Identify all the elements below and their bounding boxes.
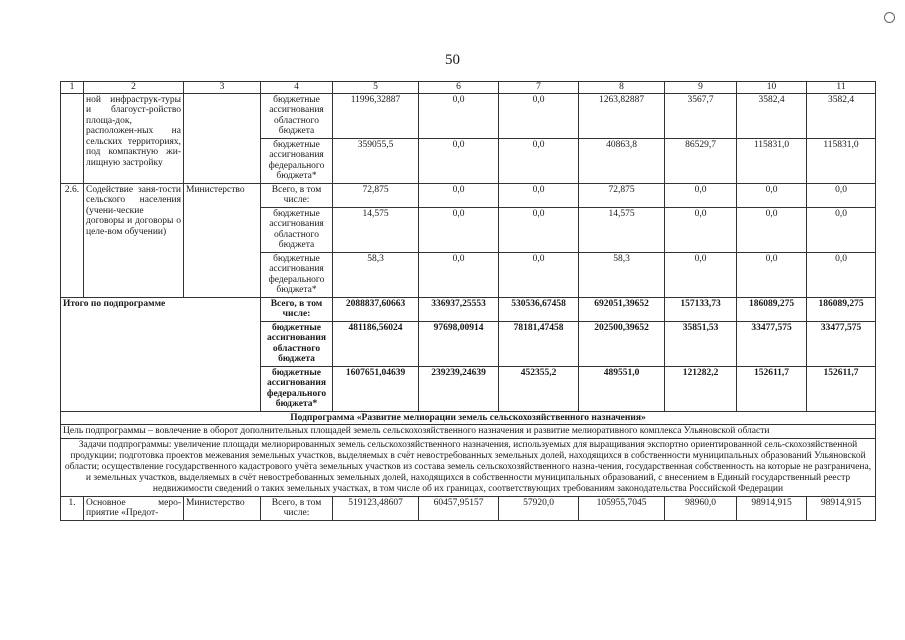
amount-cell: 3582,4 xyxy=(807,93,876,138)
subprogram-goal: Цель подпрограммы – вовлечение в оборот дополнительных площадей земель сельскохозяйственного назначения и развитие мелиоративного комплекса Ульяновской области xyxy=(61,425,876,439)
row-number: 2.6. xyxy=(61,183,84,297)
activity-name: Основное меро-приятие «Предот- xyxy=(84,496,184,520)
column-header: 2 xyxy=(84,82,184,94)
amount-cell: 0,0 xyxy=(665,183,737,207)
funding-source: бюджетные ассигнования федерального бюджета* xyxy=(261,252,333,297)
amount-cell: 0,0 xyxy=(737,207,807,252)
amount-cell: 98914,915 xyxy=(807,496,876,520)
activity-name: Содействие заня-тости сельского населения (учени-ческие договоры и договоры о целе-вом обучении) xyxy=(84,183,184,297)
amount-cell: 115831,0 xyxy=(737,138,807,183)
amount-cell: 481186,56024 xyxy=(333,321,419,366)
funding-source: бюджетные ассигнования областного бюджета xyxy=(261,93,333,138)
total-label: Итого по подпрограмме xyxy=(61,297,261,411)
amount-cell: 1607651,04639 xyxy=(333,366,419,411)
amount-cell: 0,0 xyxy=(807,207,876,252)
amount-cell: 202500,39652 xyxy=(579,321,665,366)
amount-cell: 0,0 xyxy=(419,138,499,183)
header-row xyxy=(61,82,876,94)
subprogram-tasks: Задачи подпрограммы: увеличение площади мелиорированных земель сельскохозяйственного назначения, используемых для выращивания экспортно ориентированной сель-скохозяйственной продукции; подготовка проектов межевания земельных участков, выделяемых в счёт невостребованных земельных долей, находящихся в собственности муниципальных образований Ульяновской области; осуществление государственного кадастрового учёта земельных участков из состава земель сельскохозяйственного назна-чения, государственная собственность на которые не разграничена, и земельных участков, выделяемых в счёт невостребованных земельных долей, находящихся в собственности муниципальных образований, с внесением в Единый государственный реестр недвижимости сведений о таких земельных участках, в том числе об их границах, соответствующих требованиям законодательства Российской Федерации xyxy=(61,438,876,496)
column-header: 6 xyxy=(419,82,499,94)
amount-cell: 0,0 xyxy=(419,252,499,297)
amount-cell: 35851,53 xyxy=(665,321,737,366)
amount-cell: 1263,82887 xyxy=(579,93,665,138)
amount-cell: 489551,0 xyxy=(579,366,665,411)
amount-cell: 0,0 xyxy=(499,138,579,183)
amount-cell: 14,575 xyxy=(579,207,665,252)
amount-cell: 519123,48607 xyxy=(333,496,419,520)
row-number xyxy=(61,93,84,183)
amount-cell: 33477,575 xyxy=(807,321,876,366)
amount-cell: 152611,7 xyxy=(737,366,807,411)
amount-cell: 86529,7 xyxy=(665,138,737,183)
amount-cell: 33477,575 xyxy=(737,321,807,366)
amount-cell: 58,3 xyxy=(579,252,665,297)
amount-cell: 2088837,60663 xyxy=(333,297,419,321)
amount-cell: 359055,5 xyxy=(333,138,419,183)
amount-cell: 0,0 xyxy=(419,93,499,138)
amount-cell: 0,0 xyxy=(499,93,579,138)
column-header: 5 xyxy=(333,82,419,94)
total-row xyxy=(61,297,876,321)
table-row xyxy=(61,183,876,207)
amount-cell: 452355,2 xyxy=(499,366,579,411)
column-header: 3 xyxy=(184,82,261,94)
funding-source: бюджетные ассигнования федерального бюджета* xyxy=(261,366,333,411)
amount-cell: 97698,00914 xyxy=(419,321,499,366)
amount-cell: 98960,0 xyxy=(665,496,737,520)
amount-cell: 336937,25553 xyxy=(419,297,499,321)
funding-source: бюджетные ассигнования федерального бюджета* xyxy=(261,138,333,183)
amount-cell: 3567,7 xyxy=(665,93,737,138)
amount-cell: 121282,2 xyxy=(665,366,737,411)
subprogram-title: Подпрограмма «Развитие мелиорации земель сельскохозяйственного назначения» xyxy=(61,411,876,425)
column-header: 9 xyxy=(665,82,737,94)
funding-source: бюджетные ассигнования областного бюджета xyxy=(261,321,333,366)
page-number: 50 xyxy=(445,52,460,68)
funding-source: бюджетные ассигнования областного бюджета xyxy=(261,207,333,252)
amount-cell: 14,575 xyxy=(333,207,419,252)
amount-cell: 0,0 xyxy=(807,252,876,297)
amount-cell: 72,875 xyxy=(579,183,665,207)
column-header: 4 xyxy=(261,82,333,94)
amount-cell: 0,0 xyxy=(499,252,579,297)
corner-mark-icon xyxy=(884,12,895,23)
column-header: 1 xyxy=(61,82,84,94)
funding-source: Всего, в том числе: xyxy=(261,183,333,207)
amount-cell: 57920,0 xyxy=(499,496,579,520)
amount-cell: 72,875 xyxy=(333,183,419,207)
responsible: Министерство xyxy=(184,496,261,520)
amount-cell: 60457,95157 xyxy=(419,496,499,520)
amount-cell: 186089,275 xyxy=(807,297,876,321)
amount-cell: 157133,73 xyxy=(665,297,737,321)
amount-cell: 0,0 xyxy=(665,252,737,297)
amount-cell: 78181,47458 xyxy=(499,321,579,366)
funding-source: Всего, в том числе: xyxy=(261,297,333,321)
row-number: 1. xyxy=(61,496,84,520)
amount-cell: 186089,275 xyxy=(737,297,807,321)
amount-cell: 0,0 xyxy=(737,183,807,207)
budget-table xyxy=(60,81,876,521)
amount-cell: 11996,32887 xyxy=(333,93,419,138)
responsible xyxy=(184,93,261,183)
amount-cell: 0,0 xyxy=(665,207,737,252)
funding-source: Всего, в том числе: xyxy=(261,496,333,520)
amount-cell: 58,3 xyxy=(333,252,419,297)
amount-cell: 239239,24639 xyxy=(419,366,499,411)
amount-cell: 98914,915 xyxy=(737,496,807,520)
column-header: 7 xyxy=(499,82,579,94)
amount-cell: 40863,8 xyxy=(579,138,665,183)
amount-cell: 3582,4 xyxy=(737,93,807,138)
column-header: 10 xyxy=(737,82,807,94)
amount-cell: 0,0 xyxy=(807,183,876,207)
table-row xyxy=(61,496,876,520)
activity-name: ной инфраструк-туры и благоуст-ройство площа-док, расположен-ных на сельских территориях, под компактную жи-лищную застройку xyxy=(84,93,184,183)
amount-cell: 0,0 xyxy=(499,207,579,252)
column-header: 8 xyxy=(579,82,665,94)
amount-cell: 692051,39652 xyxy=(579,297,665,321)
responsible: Министерство xyxy=(184,183,261,297)
amount-cell: 0,0 xyxy=(499,183,579,207)
amount-cell: 152611,7 xyxy=(807,366,876,411)
amount-cell: 530536,67458 xyxy=(499,297,579,321)
amount-cell: 115831,0 xyxy=(807,138,876,183)
amount-cell: 0,0 xyxy=(419,207,499,252)
amount-cell: 0,0 xyxy=(737,252,807,297)
amount-cell: 0,0 xyxy=(419,183,499,207)
column-header: 11 xyxy=(807,82,876,94)
table-row xyxy=(61,93,876,138)
amount-cell: 105955,7045 xyxy=(579,496,665,520)
